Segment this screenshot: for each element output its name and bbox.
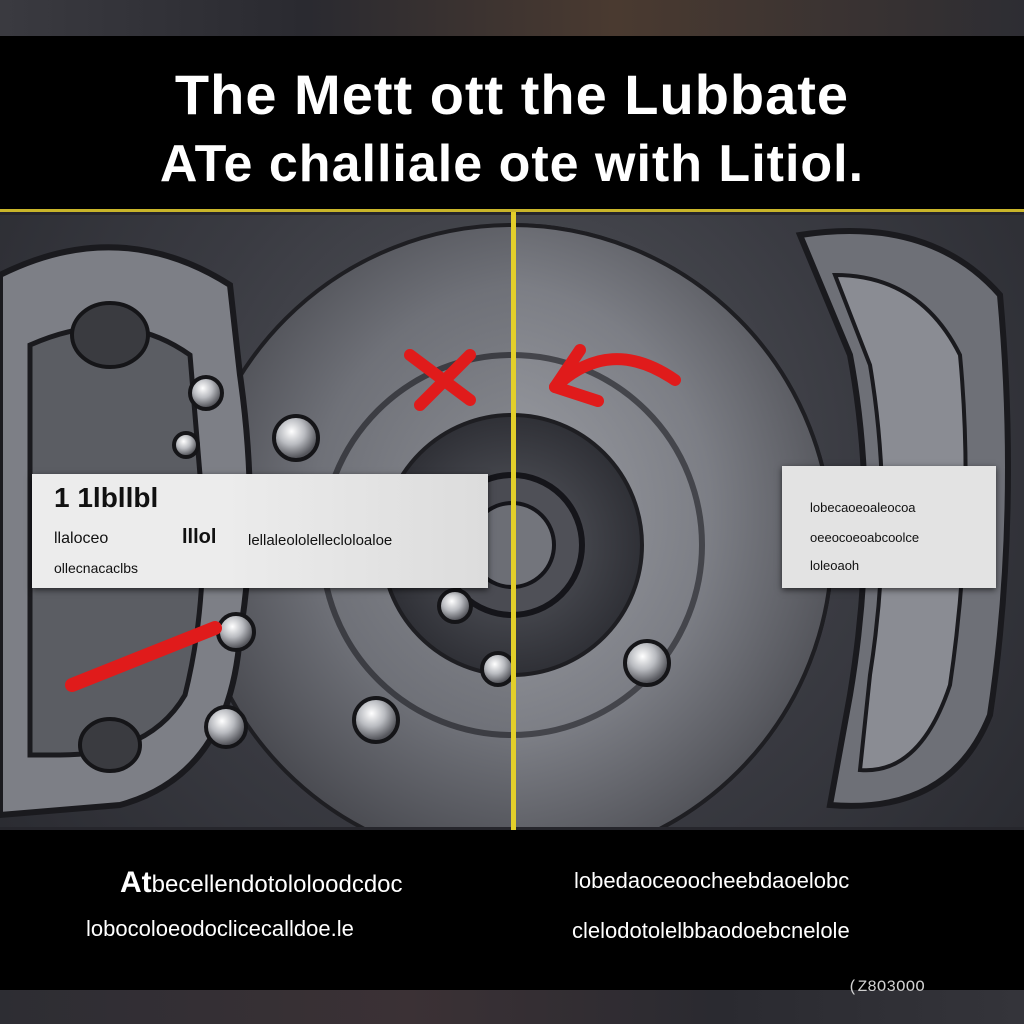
footnote: (Z8O3OOO xyxy=(848,978,925,996)
right-card-text: lobecaoeoaleocoa xyxy=(810,500,916,515)
right-card-text: oeeocoeoabcoolce xyxy=(810,530,920,545)
left-card-text: llaloceo xyxy=(54,530,109,547)
left-card-heading: 1 1lbllbl xyxy=(54,482,159,513)
left-callout-card xyxy=(32,474,488,588)
left-card-text: ollecnacaclbs xyxy=(54,560,139,576)
title-banner xyxy=(0,36,1024,212)
left-card-text: lellaleololellecloloaloe xyxy=(248,532,393,549)
right-caption-line-1: lobedaoceoocheebdaoelobc xyxy=(574,868,850,893)
caption-panel xyxy=(0,830,1024,990)
left-card-emphasis: lllol xyxy=(182,526,217,548)
left-caption-text: becellendotololoodcdoc xyxy=(151,871,403,898)
left-caption-line-1 xyxy=(120,866,403,900)
left-caption-prefix: At xyxy=(120,866,152,899)
split-divider xyxy=(511,212,516,830)
right-callout-card xyxy=(782,466,996,588)
right-caption-line-2: clelodotolelbbaodoebcnelole xyxy=(572,918,850,943)
right-card-text: loleoaoh xyxy=(810,558,860,573)
left-caption-line-2: lobocoloeodoclicecalldoe.le xyxy=(86,916,354,941)
title-line-1: The Mett ott the Lubbate xyxy=(174,63,850,126)
title-line-2: ATe challiale ote with Litiol. xyxy=(159,135,865,193)
top-background-strip xyxy=(0,0,1024,36)
